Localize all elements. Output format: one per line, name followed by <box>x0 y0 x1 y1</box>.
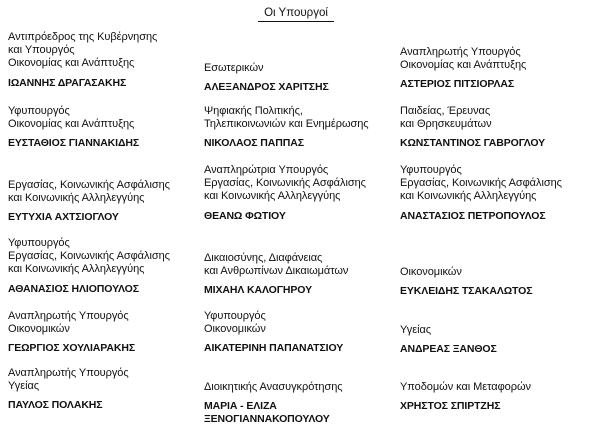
ministry-title: Ψηφιακής Πολιτικής, Τηλεπικοινωνιών και Ενημέρωσης <box>204 105 369 131</box>
minister-entry <box>8 31 200 90</box>
ministry-title: Υφυπουργός Οικονομίας και Ανάπτυξης <box>8 105 135 131</box>
minister-entry <box>400 164 592 223</box>
ministry-title: Αναπληρώτρια Υπουργός Εργασίας, Κοινωνικής Ασφάλισης και Κοινωνικής Αλληλεγγύης <box>204 164 366 203</box>
minister-entry <box>204 164 396 223</box>
minister-entry <box>8 310 200 355</box>
ministry-title: Αναπληρωτής Υπουργός Υγείας <box>8 367 129 393</box>
minister-name: ΕΥΚΛΕΙΔΗΣ ΤΣΑΚΑΛΩΤΟΣ <box>400 285 533 298</box>
ministry-title: Δικαιοσύνης, Διαφάνειας και Ανθρωπίνων Δικαιωμάτων <box>204 252 349 278</box>
ministry-title: Εσωτερικών <box>204 62 264 74</box>
minister-entry <box>204 62 396 94</box>
ministry-title: Αντιπρόεδρος της Κυβέρνησης και Υπουργός Οικονομίας και Ανάπτυξης <box>8 31 158 70</box>
minister-name: ΑΣΤΕΡΙΟΣ ΠΙΤΣΙΟΡΛΑΣ <box>400 78 515 91</box>
ministry-title: Υποδομών και Μεταφορών <box>400 381 531 393</box>
minister-name: ΑΝΔΡΕΑΣ ΞΑΝΘΟΣ <box>400 343 497 356</box>
minister-name: ΑΝΑΣΤΑΣΙΟΣ ΠΕΤΡΟΠΟΥΛΟΣ <box>400 209 546 222</box>
ministry-title: Παιδείας, Έρευνας και Θρησκευμάτων <box>400 105 492 131</box>
minister-entry <box>204 381 396 426</box>
ministry-title: Υφυπουργός Εργασίας, Κοινωνικής Ασφάλισης και Κοινωνικής Αλληλεγγύης <box>400 164 562 203</box>
minister-name: ΝΙΚΟΛΑΟΣ ΠΑΠΠΑΣ <box>204 137 304 150</box>
minister-name: ΑΙΚΑΤΕΡΙΝΗ ΠΑΠΑΝΑΤΣΙΟΥ <box>204 342 344 355</box>
minister-entry <box>400 46 592 91</box>
heading-text: Οι Υπουργοί <box>258 6 334 22</box>
minister-name: ΕΥΤΥΧΙΑ ΑΧΤΣΙΟΓΛΟΥ <box>8 211 119 224</box>
minister-entry <box>400 266 592 298</box>
minister-name: ΠΑΥΛΟΣ ΠΟΛΑΚΗΣ <box>8 399 103 412</box>
minister-entry <box>204 105 396 150</box>
minister-name: ΜΑΡΙΑ - ΕΛΙΖΑ ΞΕΝΟΓΙΑΝΝΑΚΟΠΟΥΛΟΥ <box>204 400 330 426</box>
ministry-title: Οικονομικών <box>400 266 462 278</box>
ministry-title: Υφυπουργός Εργασίας, Κοινωνικής Ασφάλισης και Κοινωνικής Αλληλεγγύης <box>8 237 170 276</box>
minister-name: ΓΕΩΡΓΙΟΣ ΧΟΥΛΙΑΡΑΚΗΣ <box>8 342 136 355</box>
minister-entry <box>8 237 200 296</box>
minister-entry <box>400 381 592 413</box>
minister-name: ΑΘΑΝΑΣΙΟΣ ΗΛΙΟΠΟΥΛΟΣ <box>8 282 139 295</box>
minister-entry <box>204 310 396 355</box>
minister-entry <box>204 252 396 297</box>
minister-name: ΧΡΗΣΤΟΣ ΣΠΙΡΤΖΗΣ <box>400 400 501 413</box>
ministry-title: Υφυπουργός Οικονομικών <box>204 310 266 336</box>
ministry-title: Διοικητικής Ανασυγκρότησης <box>204 381 343 393</box>
minister-name: ΑΛΕΞΑΝΔΡΟΣ ΧΑΡΙΤΣΗΣ <box>204 81 329 94</box>
ministry-title: Αναπληρωτής Υπουργός Οικονομίας και Ανάπτυξης <box>400 46 527 72</box>
minister-entry <box>8 367 200 412</box>
minister-entry <box>400 105 592 150</box>
minister-name: ΙΩΑΝΝΗΣ ΔΡΑΓΑΣΑΚΗΣ <box>8 76 127 89</box>
minister-name: ΜΙΧΑΗΛ ΚΑΛΟΓΗΡΟΥ <box>204 284 312 297</box>
ministry-title: Υγείας <box>400 324 432 336</box>
minister-name: ΕΥΣΤΑΘΙΟΣ ΓΙΑΝΝΑΚΙΔΗΣ <box>8 137 140 150</box>
minister-name: ΚΩΝΣΤΑΝΤΙΝΟΣ ΓΑΒΡΟΓΛΟΥ <box>400 137 546 150</box>
minister-name: ΘΕΑΝΩ ΦΩΤΙΟΥ <box>204 209 286 222</box>
minister-entry <box>400 324 592 356</box>
minister-entry <box>8 105 200 150</box>
page-heading <box>0 6 592 22</box>
ministry-title: Αναπληρωτής Υπουργός Οικονομικών <box>8 310 129 336</box>
ministry-title: Εργασίας, Κοινωνικής Ασφάλισης και Κοινωνικής Αλληλεγγύης <box>8 179 170 205</box>
minister-entry <box>8 179 200 224</box>
